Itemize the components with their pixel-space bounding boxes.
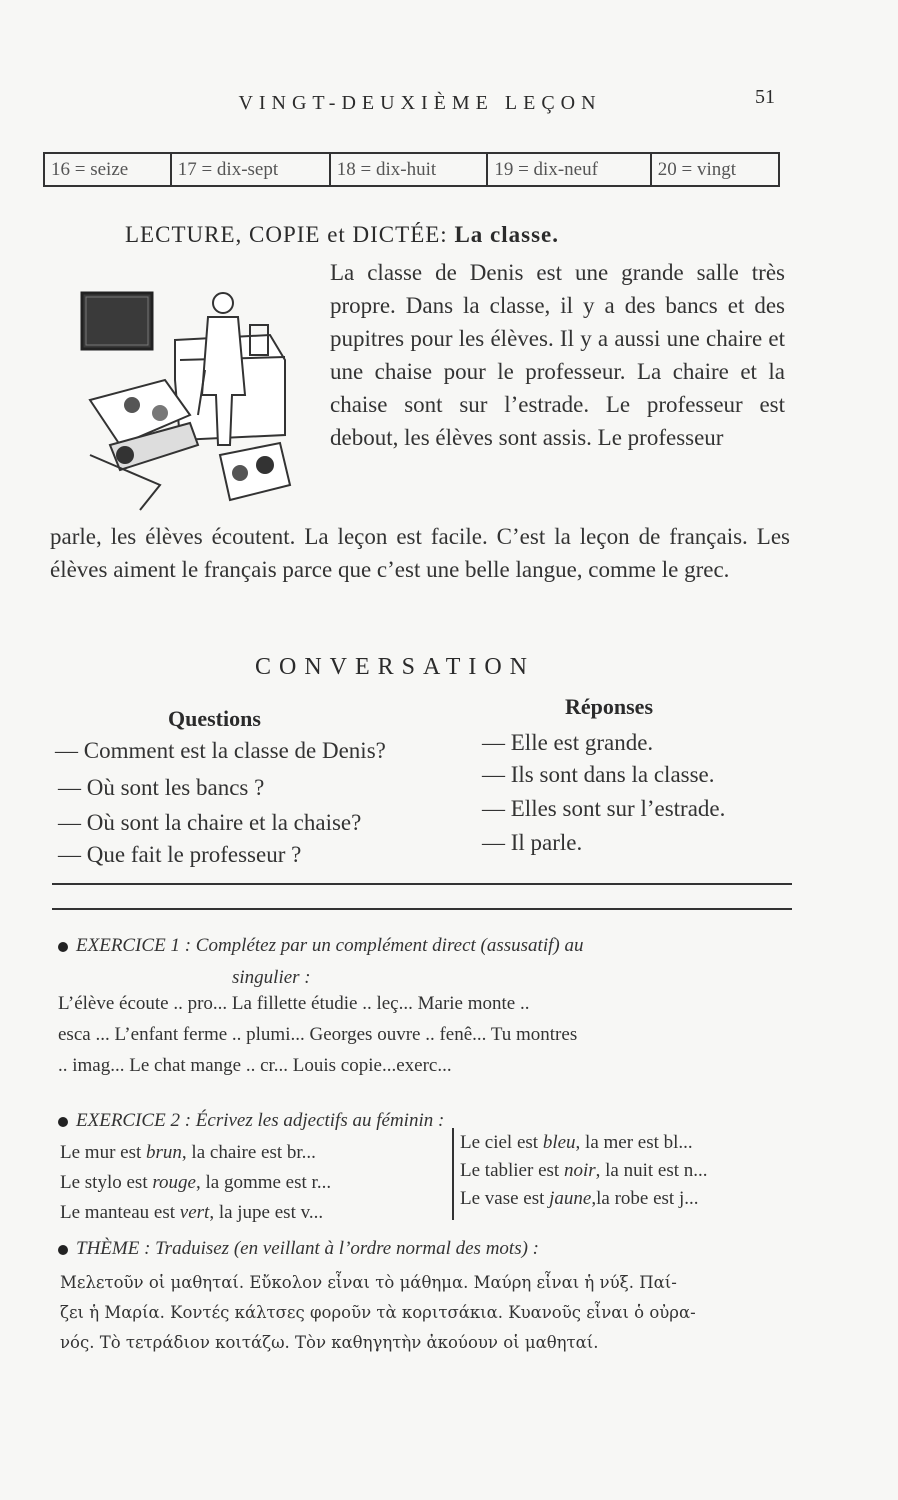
number-cell: 18 = dix-huit <box>330 153 488 186</box>
reading-heading-label: LECTURE, COPIE et DICTÉE: <box>125 222 448 247</box>
classroom-illustration <box>80 285 295 515</box>
line-text: Le manteau est <box>60 1202 180 1223</box>
bullet-icon <box>58 1245 68 1255</box>
answers-label: Réponses <box>565 694 654 719</box>
column-divider <box>452 1128 454 1220</box>
line-text: Le stylo est <box>60 1172 153 1193</box>
bullet-icon <box>58 1117 68 1127</box>
number-cell: 16 = seize <box>44 153 171 186</box>
answer: — Elles sont sur l’estrade. <box>482 796 726 821</box>
question: — Où sont les bancs ? <box>58 775 265 800</box>
exercise1-line: .. imag... Le chat mange .. cr... Louis copie...exerc... <box>58 1055 452 1076</box>
exercise2-title <box>58 1110 444 1132</box>
reading-text-part1 <box>330 256 785 454</box>
adjective: noir <box>563 1160 596 1181</box>
divider <box>52 883 792 885</box>
theme-line: ζει ἡ Μαρία. Κοντές κάλτσες φοροῦν τὰ κοριτσάκια. Κυανοῦς εἶναι ὁ οὐρα- <box>60 1303 696 1322</box>
number-cell: 20 = vingt <box>657 158 737 180</box>
exercise2-title-text: EXERCICE 2 : Écrivez les adjectifs au féminin : <box>76 1110 445 1131</box>
line-text: , la jupe est v... <box>209 1202 324 1223</box>
line-text: , la gomme est r... <box>195 1172 332 1193</box>
exercise2-right-line <box>460 1188 698 1210</box>
exercise2-right-line <box>460 1132 693 1154</box>
answer: — Il parle. <box>482 830 583 855</box>
adjective: vert <box>179 1202 210 1223</box>
line-text: Le ciel est <box>460 1132 543 1153</box>
theme-title <box>58 1238 539 1260</box>
reading-paragraph-1: La classe de Denis est une grande salle très propre. Dans la classe, il y a des bancs et des pupitres pour les élèves. Il y a aussi une chaire et une chaise pour le professeur. La chaire et la chaise sont sur l’estrade. Le professeur est debout, les élèves sont assis. Le professeur <box>330 260 785 450</box>
number-cell: 17 = dix-sept <box>171 153 330 186</box>
theme-line: Μελετοῦν οἱ μαθηταί. Εὔκολον εἶναι τὸ μάθημα. Μαύρη εἶναι ἡ νύξ. Παί- <box>60 1273 677 1292</box>
adjective: brun <box>146 1142 182 1163</box>
adjective: bleu <box>542 1132 576 1153</box>
adjective: rouge <box>152 1172 196 1193</box>
line-text: Le vase est <box>460 1188 550 1209</box>
adjective: jaune <box>549 1188 592 1209</box>
line-text: Le mur est <box>60 1142 147 1163</box>
line-text: , la nuit est n... <box>595 1160 708 1181</box>
question: — Comment est la classe de Denis? <box>55 738 386 763</box>
line-text: , la mer est bl... <box>575 1132 693 1153</box>
exercise2-right-line <box>460 1160 708 1182</box>
numbers-table <box>43 152 780 187</box>
exercise1-title-2: singulier : <box>232 967 311 988</box>
number-cell: 19 = dix-neuf <box>487 153 650 186</box>
exercise1-title-text: EXERCICE 1 : Complétez par un complément direct (assusatif) au <box>76 935 584 956</box>
exercise1-line: L’élève écoute .. pro... La fillette étudie .. leç... Marie monte .. <box>58 993 530 1014</box>
page-number: 51 <box>755 86 775 108</box>
answer: — Elle est grande. <box>482 730 654 755</box>
question: — Que fait le professeur ? <box>58 842 302 867</box>
reading-text-part2 <box>50 520 790 586</box>
lesson-title: VINGT-DEUXIÈME LEÇON <box>238 92 602 114</box>
divider <box>52 908 792 910</box>
line-text: ,la robe est j... <box>591 1188 699 1209</box>
exercise2-left-line <box>60 1142 316 1164</box>
answer: — Ils sont dans la classe. <box>482 762 715 787</box>
questions-label: Questions <box>168 706 261 731</box>
bullet-icon <box>58 942 68 952</box>
theme-title-text: THÈME : Traduisez (en veillant à l’ordre normal des mots) : <box>76 1238 539 1259</box>
question: — Où sont la chaire et la chaise? <box>58 810 362 835</box>
line-text: , la chaire est br... <box>181 1142 316 1163</box>
exercise1-title <box>58 935 583 957</box>
reading-heading <box>125 222 559 248</box>
exercise1-line: esca ... L’enfant ferme .. plumi... Georges ouvre .. fenê... Tu montres <box>58 1024 578 1045</box>
reading-subject: La classe. <box>454 222 559 247</box>
conversation-title: CONVERSATION <box>255 654 536 680</box>
theme-line: νός. Τὸ τετράδιον κοιτάζω. Τὸν καθηγητὴν ἀκούουν οἱ μαθηταί. <box>60 1333 599 1352</box>
reading-paragraph-2: parle, les élèves écoutent. La leçon est facile. C’est la leçon de français. Les élèves aiment le français parce que c’est une belle langue, comme le grec. <box>50 524 790 582</box>
line-text: Le tablier est <box>460 1160 564 1181</box>
exercise2-left-line <box>60 1202 323 1224</box>
exercise2-left-line <box>60 1172 331 1194</box>
